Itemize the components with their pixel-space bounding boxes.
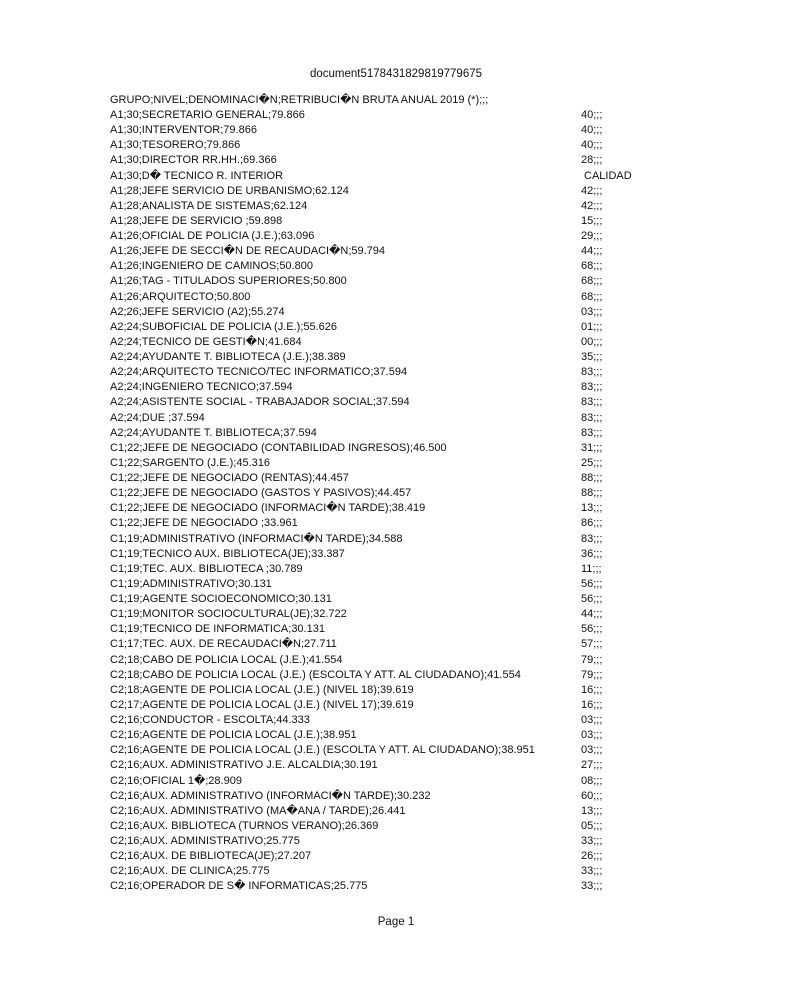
row-suffix: 42;;; xyxy=(581,184,603,197)
row-suffix: 56;;; xyxy=(581,623,603,636)
row-suffix: 44;;; xyxy=(581,245,603,258)
row-suffix: 56;;; xyxy=(581,593,603,605)
row-suffix: 83;;; xyxy=(581,366,603,379)
row-suffix: 05;;; xyxy=(581,819,603,832)
row-suffix: 68;;; xyxy=(581,260,603,273)
row-text: C2;18;AGENTE DE POLICIA LOCAL (J.E.) (NIVEL 18);39.619 xyxy=(110,683,414,696)
table-row xyxy=(110,395,650,410)
row-suffix: 15;;; xyxy=(581,214,603,227)
table-row xyxy=(110,335,650,350)
row-suffix: 44;;; xyxy=(581,608,603,621)
row-suffix: 57;;; xyxy=(581,638,603,651)
table-row xyxy=(110,305,650,320)
table-row xyxy=(110,290,650,305)
row-suffix: 68;;; xyxy=(581,275,603,288)
table-row xyxy=(110,471,650,486)
row-suffix: 31;;; xyxy=(581,441,603,454)
row-text: A1;26;INGENIERO DE CAMINOS;50.800 xyxy=(110,260,313,273)
table-row xyxy=(110,728,650,743)
row-suffix: 56;;; xyxy=(581,577,603,590)
row-text: C1;19;TEC. AUX. BIBLIOTECA ;30.789 xyxy=(110,562,303,575)
row-suffix: 79;;; xyxy=(581,653,603,666)
document-title: document5178431829819779675 xyxy=(309,68,483,80)
row-text: A1;30;SECRETARIO GENERAL;79.866 xyxy=(110,109,305,121)
row-text: C2;16;OFICIAL 1�;28.909 xyxy=(110,774,242,787)
table-row xyxy=(110,864,650,879)
row-suffix: 03;;; xyxy=(581,305,603,318)
row-text: C1;22;JEFE DE NEGOCIADO (CONTABILIDAD INGRESOS);46.500 xyxy=(110,441,447,454)
row-text: A2;26;JEFE SERVICIO (A2);55.274 xyxy=(110,305,285,318)
row-text: A2;24;AYUDANTE T. BIBLIOTECA (J.E.);38.389 xyxy=(110,351,346,363)
row-text: C1;22;SARGENTO (J.E.);45.316 xyxy=(110,456,270,469)
row-text: C1;22;JEFE DE NEGOCIADO (INFORMACI�N TARDE);38.419 xyxy=(110,502,426,515)
table-row xyxy=(110,789,650,804)
row-suffix: 83;;; xyxy=(581,381,603,394)
row-suffix: 83;;; xyxy=(581,411,603,424)
row-suffix: 08;;; xyxy=(581,774,603,787)
row-suffix: 33;;; xyxy=(581,865,603,878)
row-suffix: 42;;; xyxy=(581,199,603,212)
row-suffix: 68;;; xyxy=(581,290,603,303)
row-text: A2;24;INGENIERO TECNICO;37.594 xyxy=(110,381,293,394)
row-text: C2;18;CABO DE POLICIA LOCAL (J.E.);41.554 xyxy=(110,653,343,666)
row-suffix: 35;;; xyxy=(581,351,603,363)
row-text: C2;16;AUX. ADMINISTRATIVO (MA�ANA / TARDE);26.441 xyxy=(110,804,406,817)
row-text: C2;16;AUX. DE BIBLIOTECA(JE);27.207 xyxy=(110,850,312,863)
row-text: A1;28;JEFE DE SERVICIO ;59.898 xyxy=(110,214,283,227)
row-suffix: 29;;; xyxy=(581,230,603,242)
row-suffix: 13;;; xyxy=(581,804,603,817)
row-text: A1;30;INTERVENTOR;79.866 xyxy=(110,124,257,137)
table-row xyxy=(110,365,650,380)
table-row xyxy=(110,229,650,244)
table-row xyxy=(110,108,650,123)
table-row xyxy=(110,123,650,138)
row-text: A1;26;OFICIAL DE POLICIA (J.E.);63.096 xyxy=(110,230,315,242)
row-text: A2;24;AYUDANTE T. BIBLIOTECA;37.594 xyxy=(110,426,317,439)
table-row xyxy=(110,819,650,834)
row-suffix: CALIDAD xyxy=(584,169,632,182)
row-text: C2;17;AGENTE DE POLICIA LOCAL (J.E.) (NIVEL 17);39.619 xyxy=(110,698,414,711)
row-suffix: 40;;; xyxy=(581,124,603,137)
row-text: A1;30;D� TECNICO R. INTERIOR xyxy=(110,169,284,182)
row-suffix: 13;;; xyxy=(581,502,603,515)
row-text: C1;19;ADMINISTRATIVO (INFORMACI�N TARDE);34.588 xyxy=(110,532,403,545)
row-text: A1;30;TESORERO;79.866 xyxy=(110,139,241,152)
row-text: C1;19;ADMINISTRATIVO;30.131 xyxy=(110,577,272,590)
row-text: C1;19;AGENTE SOCIOECONOMICO;30.131 xyxy=(110,593,332,605)
row-suffix: 83;;; xyxy=(581,426,603,439)
row-suffix: 28;;; xyxy=(581,154,603,167)
table-row xyxy=(110,698,650,713)
row-text: C2;16;AUX. ADMINISTRATIVO;25.775 xyxy=(110,835,300,847)
salary-rows xyxy=(110,108,650,895)
table-row xyxy=(110,199,650,214)
row-text: A1;28;JEFE SERVICIO DE URBANISMO;62.124 xyxy=(110,184,349,197)
table-row xyxy=(110,380,650,395)
row-suffix: 83;;; xyxy=(581,396,603,409)
table-row xyxy=(110,577,650,592)
table-row xyxy=(110,637,650,652)
row-suffix: 40;;; xyxy=(581,139,603,152)
row-text: A2;24;SUBOFICIAL DE POLICIA (J.E.);55.626 xyxy=(110,320,338,333)
row-text: A1;26;ARQUITECTO;50.800 xyxy=(110,290,251,303)
table-row xyxy=(110,683,650,698)
row-text: C2;16;AUX. BIBLIOTECA (TURNOS VERANO);26.369 xyxy=(110,819,379,832)
row-text: C2;16;CONDUCTOR - ESCOLTA;44.333 xyxy=(110,714,310,726)
table-row xyxy=(110,320,650,335)
table-row xyxy=(110,713,650,728)
row-text: C1;22;JEFE DE NEGOCIADO (GASTOS Y PASIVOS);44.457 xyxy=(110,487,412,500)
row-text: C1;19;MONITOR SOCIOCULTURAL(JE);32.722 xyxy=(110,608,347,621)
row-suffix: 03;;; xyxy=(581,744,603,757)
table-row xyxy=(110,547,650,562)
row-text: A1;26;TAG - TITULADOS SUPERIORES;50.800 xyxy=(110,275,347,288)
row-suffix: 60;;; xyxy=(581,789,603,802)
row-text: A2;24;ARQUITECTO TECNICO/TEC INFORMATICO;37.594 xyxy=(110,366,408,379)
table-row xyxy=(110,138,650,153)
row-suffix: 03;;; xyxy=(581,714,603,726)
table-row xyxy=(110,153,650,168)
table-row xyxy=(110,532,650,547)
table-row xyxy=(110,562,650,577)
row-text: C1;22;JEFE DE NEGOCIADO ;33.961 xyxy=(110,517,298,530)
row-suffix: 79;;; xyxy=(581,668,603,681)
table-row xyxy=(110,456,650,471)
table-row xyxy=(110,758,650,773)
row-text: C2;16;OPERADOR DE S� INFORMATICAS;25.775 xyxy=(110,880,368,893)
row-suffix: 01;;; xyxy=(581,320,603,333)
row-suffix: 16;;; xyxy=(581,698,603,711)
row-suffix: 88;;; xyxy=(581,472,603,484)
row-suffix: 83;;; xyxy=(581,532,603,545)
table-row xyxy=(110,849,650,864)
table-row xyxy=(110,169,650,184)
row-text: C2;16;AGENTE DE POLICIA LOCAL (J.E.) (ESCOLTA Y ATT. AL CIUDADANO);38.951 xyxy=(110,744,535,757)
row-text: C2;18;CABO DE POLICIA LOCAL (J.E.) (ESCOLTA Y ATT. AL CIUDADANO);41.554 xyxy=(110,668,521,681)
table-row xyxy=(110,501,650,516)
row-suffix: 27;;; xyxy=(581,759,603,772)
row-text: C1;19;TECNICO AUX. BIBLIOTECA(JE);33.387 xyxy=(110,547,345,560)
row-suffix: 40;;; xyxy=(581,109,603,121)
table-row xyxy=(110,607,650,622)
row-text: C1;19;TECNICO DE INFORMATICA;30.131 xyxy=(110,623,325,636)
table-row xyxy=(110,441,650,456)
table-row xyxy=(110,350,650,365)
table-row xyxy=(110,668,650,683)
row-text: A2;24;ASISTENTE SOCIAL - TRABAJADOR SOCIAL;37.594 xyxy=(110,396,410,409)
row-text: C2;16;AUX. ADMINISTRATIVO J.E. ALCALDIA;30.191 xyxy=(110,759,378,772)
row-text: A1;26;JEFE DE SECCI�N DE RECAUDACI�N;59.794 xyxy=(110,245,386,258)
table-row xyxy=(110,184,650,199)
row-suffix: 86;;; xyxy=(581,517,603,530)
table-row xyxy=(110,653,650,668)
table-row xyxy=(110,516,650,531)
table-row xyxy=(110,834,650,849)
row-suffix: 33;;; xyxy=(581,835,603,847)
row-text: C2;16;AGENTE DE POLICIA LOCAL (J.E.);38.951 xyxy=(110,729,357,742)
table-row xyxy=(110,592,650,607)
table-row xyxy=(110,622,650,637)
row-suffix: 26;;; xyxy=(581,850,603,863)
row-suffix: 88;;; xyxy=(581,487,603,500)
table-row xyxy=(110,214,650,229)
table-row xyxy=(110,804,650,819)
table-row xyxy=(110,879,650,894)
table-row xyxy=(110,743,650,758)
row-text: A1;28;ANALISTA DE SISTEMAS;62.124 xyxy=(110,199,308,212)
row-text: C1;17;TEC. AUX. DE RECAUDACI�N;27.711 xyxy=(110,638,337,651)
table-row xyxy=(110,486,650,501)
table-row xyxy=(110,426,650,441)
row-suffix: 33;;; xyxy=(581,880,603,893)
row-suffix: 00;;; xyxy=(581,335,603,348)
table-row xyxy=(110,774,650,789)
page-number: Page 1 xyxy=(377,916,415,928)
table-row xyxy=(110,244,650,259)
row-suffix: 11;;; xyxy=(581,562,602,575)
table-header-line: GRUPO;NIVEL;DENOMINACI�N;RETRIBUCI�N BRUTA ANUAL 2019 (*);;; xyxy=(110,94,489,106)
row-text: C2;16;AUX. DE CLINICA;25.775 xyxy=(110,865,270,878)
row-suffix: 36;;; xyxy=(581,547,603,560)
row-text: C1;22;JEFE DE NEGOCIADO (RENTAS);44.457 xyxy=(110,472,349,484)
row-suffix: 25;;; xyxy=(581,456,603,469)
row-suffix: 03;;; xyxy=(581,729,603,742)
row-text: A1;30;DIRECTOR RR.HH.;69.366 xyxy=(110,154,277,167)
row-text: A2;24;DUE ;37.594 xyxy=(110,411,205,424)
table-row xyxy=(110,274,650,289)
table-row xyxy=(110,259,650,274)
row-text: A2;24;TECNICO DE GESTI�N;41.684 xyxy=(110,335,302,348)
table-row xyxy=(110,411,650,426)
row-suffix: 16;;; xyxy=(581,683,603,696)
row-text: C2;16;AUX. ADMINISTRATIVO (INFORMACI�N TARDE);30.232 xyxy=(110,789,431,802)
